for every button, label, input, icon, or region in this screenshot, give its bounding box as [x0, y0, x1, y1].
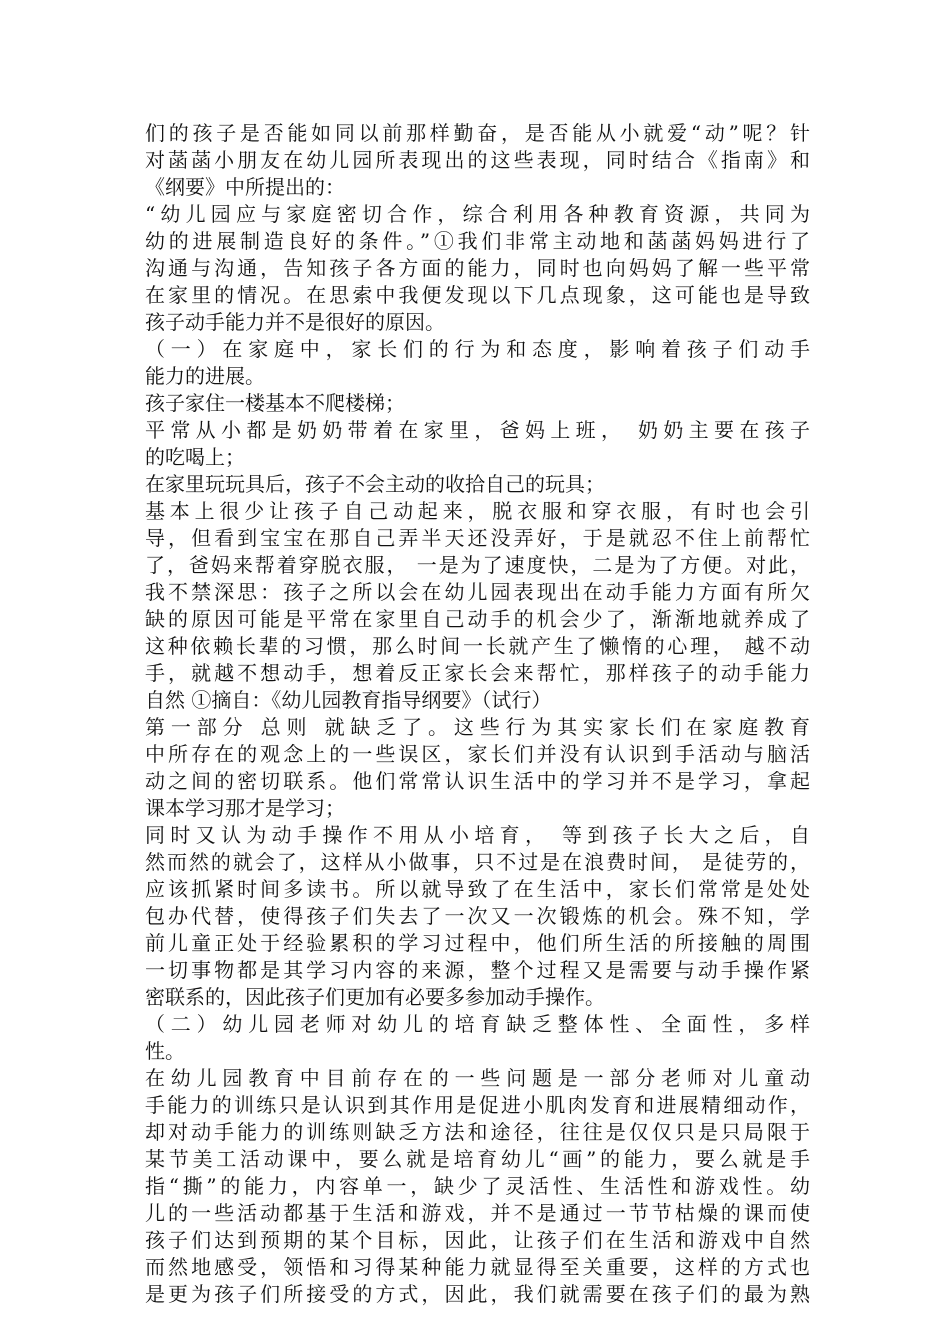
text-line: 手能力的训练只是认识到其作用是促进小肌肉发育和进展精细动作， — [145, 1093, 810, 1117]
text-line: “幼儿园应与家庭密切合作，综合利用各种教育资源，共同为 — [145, 202, 810, 226]
text-line: 某节美工活动课中，要么就是培育幼儿“画”的能力，要么就是手 — [145, 1147, 810, 1171]
text-line: 能力的进展。 — [145, 364, 265, 388]
text-line: 平常从小都是奶奶带着在家里，爸妈上班， 奶奶主要在孩子 — [145, 418, 810, 442]
text-line: 而然地感受，领悟和习得某种能力就显得至关重要，这样的方式也 — [145, 1255, 810, 1279]
text-line: （一）在家庭中，家长们的行为和态度，影响着孩子们动手 — [145, 337, 810, 361]
text-line: 中所存在的观念上的一些误区，家长们并没有认识到手活动与脑活 — [145, 742, 810, 766]
text-line: 孩子家住一楼基本不爬楼梯； — [145, 391, 405, 415]
text-line: （二）幼儿园老师对幼儿的培育缺乏整体性、全面性，多样 — [145, 1012, 810, 1036]
text-line: 们的孩子是否能如同以前那样勤奋，是否能从小就爱“动”呢？针 — [145, 121, 810, 145]
text-line: 缺的原因可能是平常在家里自己动手的机会少了，渐渐地就养成了 — [145, 607, 810, 631]
text-line: 了，爸妈来帮着穿脱衣服， 一是为了速度快，二是为了方便。对此， — [145, 553, 810, 577]
text-line: 动之间的密切联系。他们常常认识生活中的学习并不是学习，拿起 — [145, 769, 810, 793]
text-line: 课本学习那才是学习； — [145, 796, 345, 820]
text-line: 儿的一些活动都基于生活和游戏，并不是通过一节节枯燥的课而使 — [145, 1201, 810, 1225]
text-line: 应该抓紧时间多读书。所以就导致了在生活中，家长们常常是处处 — [145, 877, 810, 901]
text-line: 在幼儿园教育中目前存在的一些问题是一部分老师对儿童动 — [145, 1066, 810, 1090]
text-line: 导，但看到宝宝在那自己弄半天还没弄好，于是就忍不住上前帮忙 — [145, 526, 810, 550]
text-line: 《纲要》中所提出的： — [145, 175, 345, 199]
text-line: 对菡菡小朋友在幼儿园所表现出的这些表现，同时结合《指南》和 — [145, 148, 810, 172]
text-line: 却对动手能力的训练则缺乏方法和途径，往往是仅仅只是只局限于 — [145, 1120, 810, 1144]
text-line: 同时又认为动手操作不用从小培育， 等到孩子长大之后，自 — [145, 823, 810, 847]
text-line: 前儿童正处于经验累积的学习过程中，他们所生活的所接触的周围 — [145, 931, 810, 955]
text-line: 包办代替，使得孩子们失去了一次又一次锻炼的机会。殊不知，学 — [145, 904, 810, 928]
text-line: 指“撕”的能力，内容单一，缺少了灵活性、生活性和游戏性。幼 — [145, 1174, 810, 1198]
text-line: 这种依赖长辈的习惯，那么时间一长就产生了懒惰的心理， 越不动 — [145, 634, 810, 658]
text-line: 幼的进展制造良好的条件。”①我们非常主动地和菡菡妈妈进行了 — [145, 229, 810, 253]
text-line: 沟通与沟通，告知孩子各方面的能力，同时也向妈妈了解一些平常 — [145, 256, 810, 280]
text-line: 手，就越不想动手，想着反正家长会来帮忙，那样孩子的动手能力 — [145, 661, 810, 685]
text-line: 性。 — [145, 1039, 185, 1063]
text-line: 第一部分 总则 就缺乏了。这些行为其实家长们在家庭教育 — [145, 715, 810, 739]
text-line: 在家里的情况。在思索中我便发现以下几点现象，这可能也是导致 — [145, 283, 810, 307]
text-line: 孩子们达到预期的某个目标，因此，让孩子们在生活和游戏中自然 — [145, 1228, 810, 1252]
text-line: 一切事物都是其学习内容的来源，整个过程又是需要与动手操作紧 — [145, 958, 810, 982]
text-line: 我不禁深思：孩子之所以会在幼儿园表现出在动手能力方面有所欠 — [145, 580, 810, 604]
text-line: 然而然的就会了，这样从小做事，只不过是在浪费时间， 是徒劳的， — [145, 850, 810, 874]
text-line: 的吃喝上； — [145, 445, 245, 469]
text-line: 孩子动手能力并不是很好的原因。 — [145, 310, 445, 334]
footnote-line: 自然 ①摘自：《幼儿园教育指导纲要》（试行） — [145, 688, 552, 712]
text-line: 是更为孩子们所接受的方式，因此，我们就需要在孩子们的最为熟 — [145, 1282, 810, 1306]
text-line: 密联系的，因此孩子们更加有必要多参加动手操作。 — [145, 985, 605, 1009]
text-line: 在家里玩玩具后，孩子不会主动的收拾自己的玩具； — [145, 472, 605, 496]
text-line: 基本上很少让孩子自己动起来，脱衣服和穿衣服，有时也会引 — [145, 499, 810, 523]
